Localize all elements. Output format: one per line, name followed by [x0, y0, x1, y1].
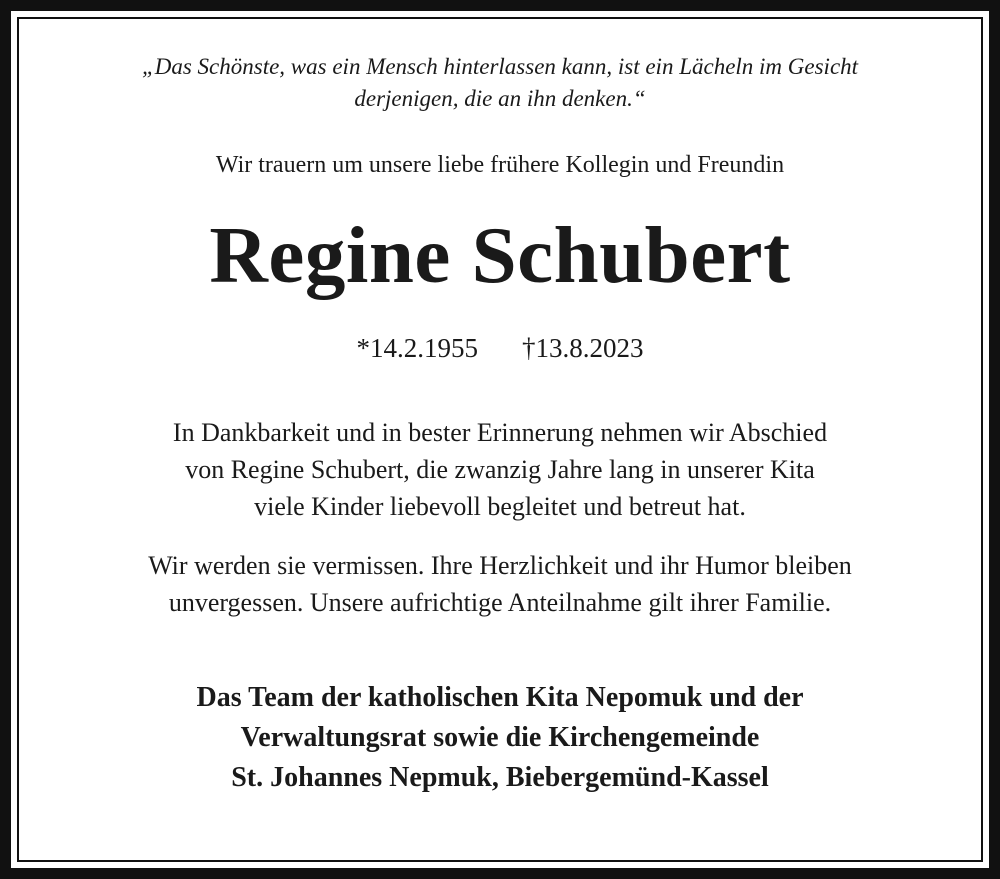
birth-date: *14.2.1955: [356, 333, 478, 363]
quote-line-2: derjenigen, die an ihn denken.“: [354, 86, 646, 111]
paragraph-1-line-2: von Regine Schubert, die zwanzig Jahre lang in unserer Kita: [185, 455, 815, 484]
paragraph-1-line-1: In Dankbarkeit und in bester Erinnerung nehmen wir Abschied: [172, 418, 828, 447]
quote-line-1: „Das Schönste, was ein Mensch hinterlassen kann, ist ein Lächeln im Gesicht: [141, 54, 859, 79]
deceased-name: Regine Schubert: [209, 210, 791, 300]
paragraph-1-line-3: viele Kinder liebevoll begleitet und betreut hat.: [254, 492, 746, 521]
life-dates: [0, 333, 1000, 364]
signature-line-3: St. Johannes Nepmuk, Biebergemünd-Kassel: [231, 762, 769, 793]
intro-text: Wir trauern um unsere liebe frühere Kollegin und Freundin: [215, 152, 785, 178]
signature-line-2: Verwaltungsrat sowie die Kirchengemeinde: [240, 722, 760, 753]
paragraph-2-line-2: unvergessen. Unsere aufrichtige Anteilnahme gilt ihrer Familie.: [168, 588, 832, 617]
signature-line-1: Das Team der katholischen Kita Nepomuk und der: [196, 682, 804, 713]
paragraph-2-line-1: Wir werden sie vermissen. Ihre Herzlichkeit und ihr Humor bleiben: [148, 551, 852, 580]
death-date: †13.8.2023: [522, 333, 644, 363]
